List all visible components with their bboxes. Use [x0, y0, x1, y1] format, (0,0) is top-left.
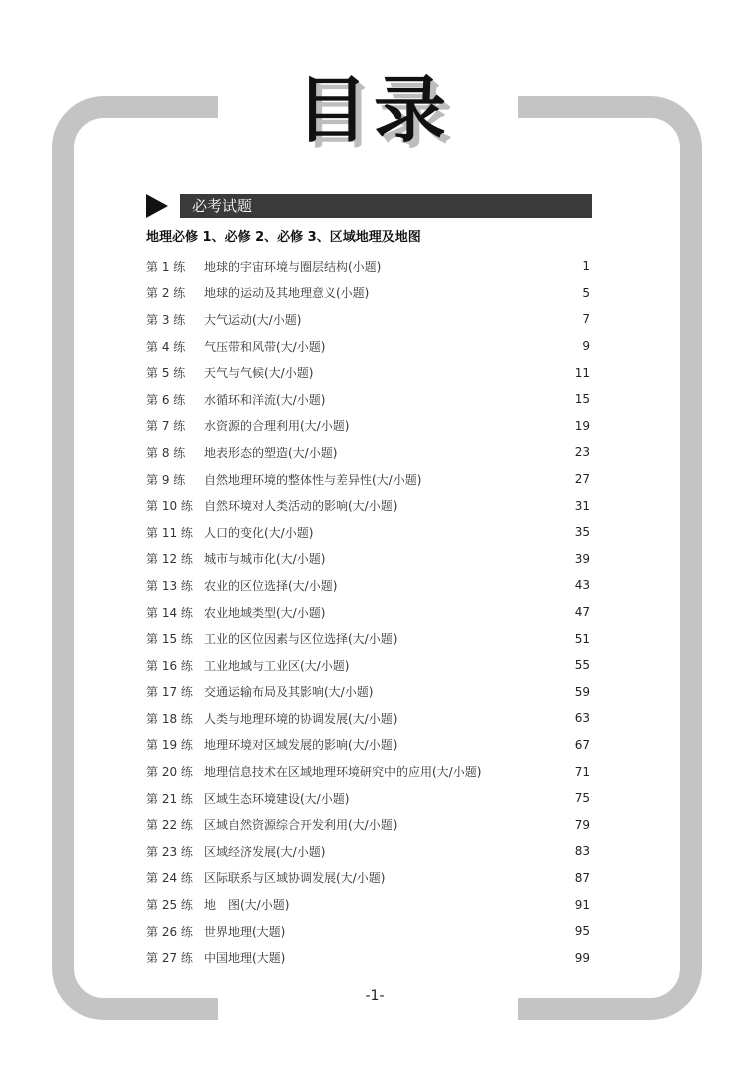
- toc-entry-title: 农业地域类型(大/小题): [204, 605, 326, 620]
- toc-entry-number: 第 7 练: [146, 419, 186, 434]
- toc-entry-number: 第 11 练: [146, 525, 193, 540]
- toc-entry-page: 7: [582, 312, 590, 327]
- toc-entry-page: 39: [574, 551, 590, 566]
- toc-entry-number: 第 19 练: [146, 738, 193, 753]
- toc-entry-page: 83: [574, 844, 590, 859]
- toc-entry-number: 第 27 练: [146, 951, 193, 966]
- toc-entry-number: 第 13 练: [146, 578, 193, 593]
- triangle-arrow-icon: [146, 194, 168, 218]
- toc-entry-title: 大气运动(大/小题): [204, 312, 302, 327]
- title-char-2: 录: [374, 68, 449, 152]
- toc-entry-title: 地理环境对区域发展的影响(大/小题): [204, 738, 398, 753]
- toc-entry-number: 第 15 练: [146, 632, 193, 647]
- toc-entry-title: 工业的区位因素与区位选择(大/小题): [204, 632, 398, 647]
- toc-entry[interactable]: [146, 466, 592, 493]
- toc-entry-title: 工业地域与工业区(大/小题): [204, 658, 350, 673]
- toc-entry-page: 1: [582, 259, 590, 274]
- toc-entry-title: 地理信息技术在区域地理环境研究中的应用(大/小题): [204, 765, 482, 780]
- toc-entry-page: 5: [582, 285, 590, 300]
- table-of-contents: [146, 253, 592, 971]
- toc-entry[interactable]: [146, 413, 592, 440]
- toc-entry-page: 43: [574, 578, 590, 593]
- toc-entry-page: 51: [574, 631, 590, 646]
- toc-entry-title: 人类与地理环境的协调发展(大/小题): [204, 711, 398, 726]
- toc-entry-page: 19: [574, 418, 590, 433]
- toc-entry-page: 27: [574, 472, 590, 487]
- toc-entry-number: 第 5 练: [146, 366, 186, 381]
- toc-entry-number: 第 21 练: [146, 791, 193, 806]
- toc-entry[interactable]: [146, 944, 592, 971]
- toc-entry-title: 区际联系与区域协调发展(大/小题): [204, 871, 386, 886]
- toc-entry[interactable]: [146, 679, 592, 706]
- toc-entry-title: 中国地理(大题): [204, 951, 286, 966]
- toc-entry[interactable]: [146, 439, 592, 466]
- title-char-1: 目: [295, 68, 370, 152]
- toc-entry-page: 59: [574, 684, 590, 699]
- toc-entry-number: 第 4 练: [146, 339, 186, 354]
- section-header: [146, 194, 592, 218]
- toc-entry[interactable]: [146, 652, 592, 679]
- page-number: -1-: [365, 988, 385, 1004]
- toc-entry[interactable]: [146, 599, 592, 626]
- toc-entry-title: 人口的变化(大/小题): [204, 525, 314, 540]
- toc-entry-page: 75: [574, 791, 590, 806]
- toc-entry-number: 第 14 练: [146, 605, 193, 620]
- toc-entry[interactable]: [146, 891, 592, 918]
- toc-entry[interactable]: [146, 838, 592, 865]
- toc-entry[interactable]: [146, 492, 592, 519]
- toc-entry-number: 第 26 练: [146, 924, 193, 939]
- toc-entry-page: 47: [574, 605, 590, 620]
- toc-entry-number: 第 3 练: [146, 312, 186, 327]
- toc-entry-number: 第 6 练: [146, 392, 186, 407]
- section-title: 必考试题: [180, 194, 592, 218]
- toc-entry[interactable]: [146, 333, 592, 360]
- section-subtitle: 地理必修 1、必修 2、必修 3、区域地理及地图: [146, 230, 421, 245]
- toc-entry-number: 第 25 练: [146, 898, 193, 913]
- toc-entry-number: 第 2 练: [146, 286, 186, 301]
- toc-entry-title: 农业的区位选择(大/小题): [204, 578, 338, 593]
- toc-entry-title: 世界地理(大题): [204, 924, 286, 939]
- toc-entry[interactable]: [146, 785, 592, 812]
- toc-entry-title: 地球的运动及其地理意义(小题): [204, 286, 370, 301]
- toc-entry[interactable]: [146, 625, 592, 652]
- toc-entry-page: 35: [574, 525, 590, 540]
- toc-entry[interactable]: [146, 758, 592, 785]
- toc-entry-number: 第 17 练: [146, 685, 193, 700]
- toc-entry[interactable]: [146, 386, 592, 413]
- toc-entry-title: 交通运输布局及其影响(大/小题): [204, 685, 374, 700]
- toc-entry[interactable]: [146, 519, 592, 546]
- toc-entry-page: 79: [574, 817, 590, 832]
- toc-entry[interactable]: [146, 811, 592, 838]
- toc-entry[interactable]: [146, 253, 592, 280]
- toc-entry-number: 第 1 练: [146, 259, 186, 274]
- toc-entry-page: 67: [574, 737, 590, 752]
- toc-entry-title: 城市与城市化(大/小题): [204, 552, 326, 567]
- toc-entry-number: 第 18 练: [146, 711, 193, 726]
- toc-entry[interactable]: [146, 306, 592, 333]
- toc-entry-title: 水循环和洋流(大/小题): [204, 392, 326, 407]
- toc-entry-title: 自然地理环境的整体性与差异性(大/小题): [204, 472, 422, 487]
- toc-entry[interactable]: [146, 280, 592, 307]
- toc-entry-title: 区域经济发展(大/小题): [204, 844, 326, 859]
- toc-entry-number: 第 23 练: [146, 844, 193, 859]
- toc-entry-page: 15: [574, 392, 590, 407]
- toc-entry[interactable]: [146, 732, 592, 759]
- toc-entry-page: 23: [574, 445, 590, 460]
- toc-entry-number: 第 9 练: [146, 472, 186, 487]
- toc-entry-page: 31: [574, 498, 590, 513]
- toc-entry-title: 区域自然资源综合开发利用(大/小题): [204, 818, 398, 833]
- toc-entry[interactable]: [146, 705, 592, 732]
- toc-entry[interactable]: [146, 546, 592, 573]
- page-title: [272, 70, 472, 150]
- toc-entry-number: 第 10 练: [146, 499, 193, 514]
- toc-entry-title: 地 图(大/小题): [204, 898, 290, 913]
- toc-entry[interactable]: [146, 572, 592, 599]
- toc-entry-number: 第 16 练: [146, 658, 193, 673]
- toc-entry-number: 第 12 练: [146, 552, 193, 567]
- toc-entry-page: 9: [582, 339, 590, 354]
- toc-entry-page: 99: [574, 950, 590, 965]
- toc-entry-page: 87: [574, 870, 590, 885]
- toc-entry-title: 地球的宇宙环境与圈层结构(小题): [204, 259, 382, 274]
- toc-entry-title: 水资源的合理利用(大/小题): [204, 419, 350, 434]
- toc-entry-number: 第 22 练: [146, 818, 193, 833]
- toc-entry-page: 11: [574, 365, 590, 380]
- toc-entry-page: 63: [574, 711, 590, 726]
- toc-entry-title: 气压带和风带(大/小题): [204, 339, 326, 354]
- toc-entry-title: 天气与气候(大/小题): [204, 366, 314, 381]
- toc-entry-number: 第 24 练: [146, 871, 193, 886]
- toc-entry-title: 自然环境对人类活动的影响(大/小题): [204, 499, 398, 514]
- toc-entry[interactable]: [146, 359, 592, 386]
- toc-entry-number: 第 8 练: [146, 445, 186, 460]
- toc-entry-number: 第 20 练: [146, 765, 193, 780]
- toc-entry[interactable]: [146, 865, 592, 892]
- toc-entry[interactable]: [146, 918, 592, 945]
- toc-entry-page: 95: [574, 924, 590, 939]
- toc-entry-page: 71: [574, 764, 590, 779]
- toc-entry-page: 55: [574, 658, 590, 673]
- toc-entry-title: 区域生态环境建设(大/小题): [204, 791, 350, 806]
- toc-entry-title: 地表形态的塑造(大/小题): [204, 445, 338, 460]
- toc-entry-page: 91: [574, 897, 590, 912]
